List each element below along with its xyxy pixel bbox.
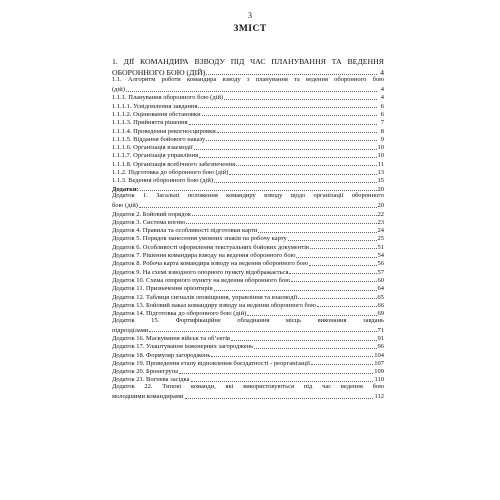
toc-entry-title: Додаток 6. Особливості оформлення текстуальних бойових документів <box>112 243 309 251</box>
toc-entry-page: 96 <box>377 343 384 351</box>
toc-entry-title-line1: Додаток 22. Типові команди, які використовуються під час ведення бою <box>112 382 384 390</box>
toc-entry-title: 1.1.1.4. Проведення рекогносцировки <box>112 127 216 135</box>
dot-leader <box>199 157 376 158</box>
toc-entry[interactable] <box>112 118 384 126</box>
toc-entry-page: 9 <box>380 135 384 143</box>
toc-entry-page: 69 <box>377 310 384 318</box>
toc-entry-title-line1: Додаток 1. Загальні положення командиру взводу щодо організації оборонного <box>112 192 384 200</box>
toc-entry-title: 1.1.1.3. Прийняття рішення <box>112 119 188 127</box>
toc-entry[interactable] <box>112 77 384 94</box>
toc-entry[interactable] <box>112 218 384 226</box>
toc-entry-page: 20 <box>377 185 384 193</box>
toc-entry[interactable] <box>112 135 384 143</box>
toc-entry[interactable] <box>112 102 384 110</box>
toc-entry-page: 71 <box>377 326 384 334</box>
toc-entry[interactable] <box>112 367 384 375</box>
toc-entry[interactable] <box>112 143 384 151</box>
toc-entry-title: 1.1.3. Ведення оборонного бою (дій) <box>112 177 214 185</box>
toc-entry-title: 1.1.1.1. Усвідомлення завдання <box>112 102 198 110</box>
toc-entry[interactable] <box>112 193 384 210</box>
toc-entry[interactable] <box>112 351 384 359</box>
dot-leader <box>229 174 376 175</box>
dot-leader <box>192 215 377 216</box>
toc-entry-title: 1.1.2. Підготовка до оборонного бою (дій) <box>112 169 229 177</box>
toc-entry-page: 23 <box>377 218 384 226</box>
toc-entry-page: 8 <box>380 127 384 135</box>
toc-entry-page: 10 <box>377 144 384 152</box>
toc-entry-page: 66 <box>377 301 384 309</box>
toc-entry[interactable] <box>112 177 384 185</box>
toc-entry-page: 22 <box>377 210 384 218</box>
dot-leader <box>298 298 376 299</box>
toc-entry-title: Додаток 9. На схемі взводного опорного пункту відображається <box>112 268 289 276</box>
dot-leader <box>189 124 377 125</box>
toc-entry-page: 64 <box>377 285 384 293</box>
dot-leader <box>140 190 377 191</box>
toc-entry-title: 1.1.1.2. Оцінювання обстановки <box>112 110 201 118</box>
toc-entry-title: Додаток 16. Маскування військ та об’єктів <box>112 335 231 342</box>
dot-leader <box>191 381 374 382</box>
dot-leader <box>186 223 376 224</box>
toc-entry[interactable] <box>112 260 384 268</box>
dot-leader <box>185 398 374 399</box>
toc-entry-page: 60 <box>377 276 384 284</box>
dot-leader <box>194 149 377 150</box>
toc-entry-page: 15 <box>377 177 384 185</box>
toc-entry-page: 112 <box>374 393 384 401</box>
toc-entry[interactable] <box>112 384 384 401</box>
dot-leader <box>317 306 377 307</box>
toc-entry-page: 57 <box>377 268 384 276</box>
toc-entry-page: 54 <box>377 252 384 260</box>
toc-entry-title-line2: бою (дій) <box>112 202 138 210</box>
toc-entry[interactable] <box>112 210 384 218</box>
toc-entry[interactable] <box>112 110 384 118</box>
toc-entry-title: Додаток 19. Проведення етапу відновлення боєздатності - реорганізації <box>112 359 310 367</box>
toc-entry[interactable] <box>112 168 384 176</box>
toc-entry[interactable] <box>112 293 384 301</box>
toc-entry[interactable] <box>112 251 384 259</box>
toc-entry-title: Додаток 3. Система вогню <box>112 218 186 226</box>
toc-entry-page: 4 <box>380 86 384 94</box>
toc-entry-page: 25 <box>377 235 384 243</box>
toc-entry-page: 65 <box>377 293 384 301</box>
dot-leader <box>179 373 373 374</box>
dot-leader <box>289 273 376 274</box>
dot-leader <box>288 240 377 241</box>
toc-entry-page: 24 <box>377 227 384 235</box>
toc-entry-title-line1: 1.1. Алгоритм роботи командира взводу з планування та ведення оборонного бою <box>112 76 384 83</box>
toc-entry-title-line1: Додаток 15. Фортифікаційне обладнання місць виконання завдань <box>112 316 384 324</box>
dot-leader <box>139 207 377 208</box>
toc-entry-page: 104 <box>374 351 384 359</box>
toc-entry[interactable] <box>112 160 384 168</box>
toc-entry-page: 4 <box>380 94 384 102</box>
dot-leader <box>206 140 377 141</box>
toc-entry[interactable] <box>112 94 384 102</box>
dot-leader <box>202 115 377 116</box>
dot-leader <box>310 248 377 249</box>
toc-entry-page: 56 <box>377 260 384 268</box>
toc-entry-title: Додаток 14. Підготовка до оборонного бою (дій) <box>112 310 247 318</box>
toc-entry-page: 11 <box>377 160 384 168</box>
toc-entry-title-line2: (дій) <box>112 86 125 94</box>
toc-entry-page: 6 <box>380 102 384 110</box>
dot-leader <box>198 107 377 108</box>
dot-leader <box>291 281 376 282</box>
toc-entry-title: Додаток 2. Бойовий порядок <box>112 210 191 218</box>
toc-entry-page: 4 <box>380 68 384 78</box>
toc-entry[interactable] <box>112 284 384 292</box>
dot-leader <box>214 182 376 183</box>
toc-entry[interactable] <box>112 276 384 284</box>
toc-entry-title: Додаток 7. Рішення командира взводу на ведення оборонного бою <box>112 252 296 260</box>
toc-entry-title-line2: молодшими командирами <box>112 393 184 401</box>
toc-entry-title: Додаток 4. Правила та особливості підготовки карти <box>112 227 258 235</box>
toc-entry[interactable] <box>112 334 384 342</box>
toc-entry-title: Додаток 11. Призначення орієнтирів <box>112 285 213 293</box>
toc-entry-title-line2: підрозділами <box>112 326 149 334</box>
toc-entry[interactable] <box>112 343 384 351</box>
dot-leader <box>224 99 377 100</box>
toc-entry-title: 1.1.1. Планування оборонного бою (дій) <box>112 94 224 102</box>
toc-entry-title: Додаток 21. Вогнева засідка <box>112 376 190 384</box>
toc-entry[interactable] <box>112 58 384 77</box>
toc-heading: ЗМІСТ <box>233 24 267 34</box>
toc-entry-title-line2: ОБОРОННОГО БОЮ (ДІЙ) <box>112 68 206 78</box>
toc-entry-title: Додаток 8. Робоча карта командира взводу на ведення оборонного бою <box>112 260 308 268</box>
toc-entry-page: 6 <box>380 110 384 118</box>
toc-entry[interactable] <box>112 359 384 367</box>
toc-entry[interactable] <box>112 243 384 251</box>
toc-entry-title: Додаток 10. Схема опорного пункту на ведення оборонного бою <box>112 276 291 284</box>
toc-entry-page: 20 <box>377 202 384 210</box>
toc-entry-page: 109 <box>374 368 384 376</box>
dot-leader <box>254 348 376 349</box>
toc-entry-title-line1: 1. ДІЇ КОМАНДИРА ВЗВОДУ ПІД ЧАС ПЛАНУВАННЯ ТА ВЕДЕННЯ <box>112 57 384 66</box>
toc-entry-title: 1.1.1.8. Організація всебічного забезпечення <box>112 160 236 168</box>
toc-entry-title: 1.1.1.7. Організація управління <box>112 152 199 160</box>
dot-leader <box>309 265 377 266</box>
toc-entry-page: 7 <box>380 119 384 127</box>
dot-leader <box>217 132 377 133</box>
toc-entry[interactable] <box>112 152 384 160</box>
toc-entry-title: Додаток 5. Порядок нанесення умовних знаків на робочу карту <box>112 235 287 243</box>
toc-entry-title: Додатки: <box>112 185 139 193</box>
dot-leader <box>311 364 373 365</box>
dot-leader <box>214 290 377 291</box>
toc-entry-title: Додаток 18. Формуляр загороджень <box>112 351 211 359</box>
toc-entry-page: 91 <box>377 335 384 342</box>
toc-entry-title: Додаток 20. Бронегрупа <box>112 368 179 376</box>
toc-entry-title: Додаток 12. Таблиця сигналів оповіщення, управління та взаємодії <box>112 293 298 301</box>
dot-leader <box>206 74 377 75</box>
toc-entry-page: 51 <box>377 243 384 251</box>
toc-entry-title: 1.1.1.5. Віддання бойового наказу <box>112 135 206 143</box>
toc-entry[interactable] <box>112 127 384 135</box>
toc-entry[interactable] <box>112 226 384 234</box>
toc-entry-title: Додаток 17. Улаштування інженерних загороджень <box>112 343 254 351</box>
dot-leader <box>236 165 377 166</box>
toc-entry-page: 107 <box>374 359 384 367</box>
toc-entry-title: 1.1.1.6. Організація взаємодії <box>112 144 193 152</box>
dot-leader <box>211 356 373 357</box>
toc-entry[interactable] <box>112 301 384 309</box>
toc-entry[interactable] <box>112 318 384 335</box>
dot-leader <box>258 232 376 233</box>
dot-leader <box>126 91 377 92</box>
dot-leader <box>149 331 376 332</box>
toc-entry-page: 13 <box>377 169 384 177</box>
toc-entry-page: 10 <box>377 152 384 160</box>
toc-entry[interactable] <box>112 235 384 243</box>
toc-entry-page: 110 <box>374 376 384 384</box>
dot-leader <box>296 257 376 258</box>
table-of-contents <box>112 58 384 401</box>
toc-entry[interactable] <box>112 268 384 276</box>
toc-entry-title: Додаток 13. Бойовий наказ командиру взводу на ведення оборонного бою <box>112 301 316 309</box>
dot-leader <box>231 340 376 341</box>
page-number: 3 <box>248 11 252 20</box>
dot-leader <box>247 315 376 316</box>
